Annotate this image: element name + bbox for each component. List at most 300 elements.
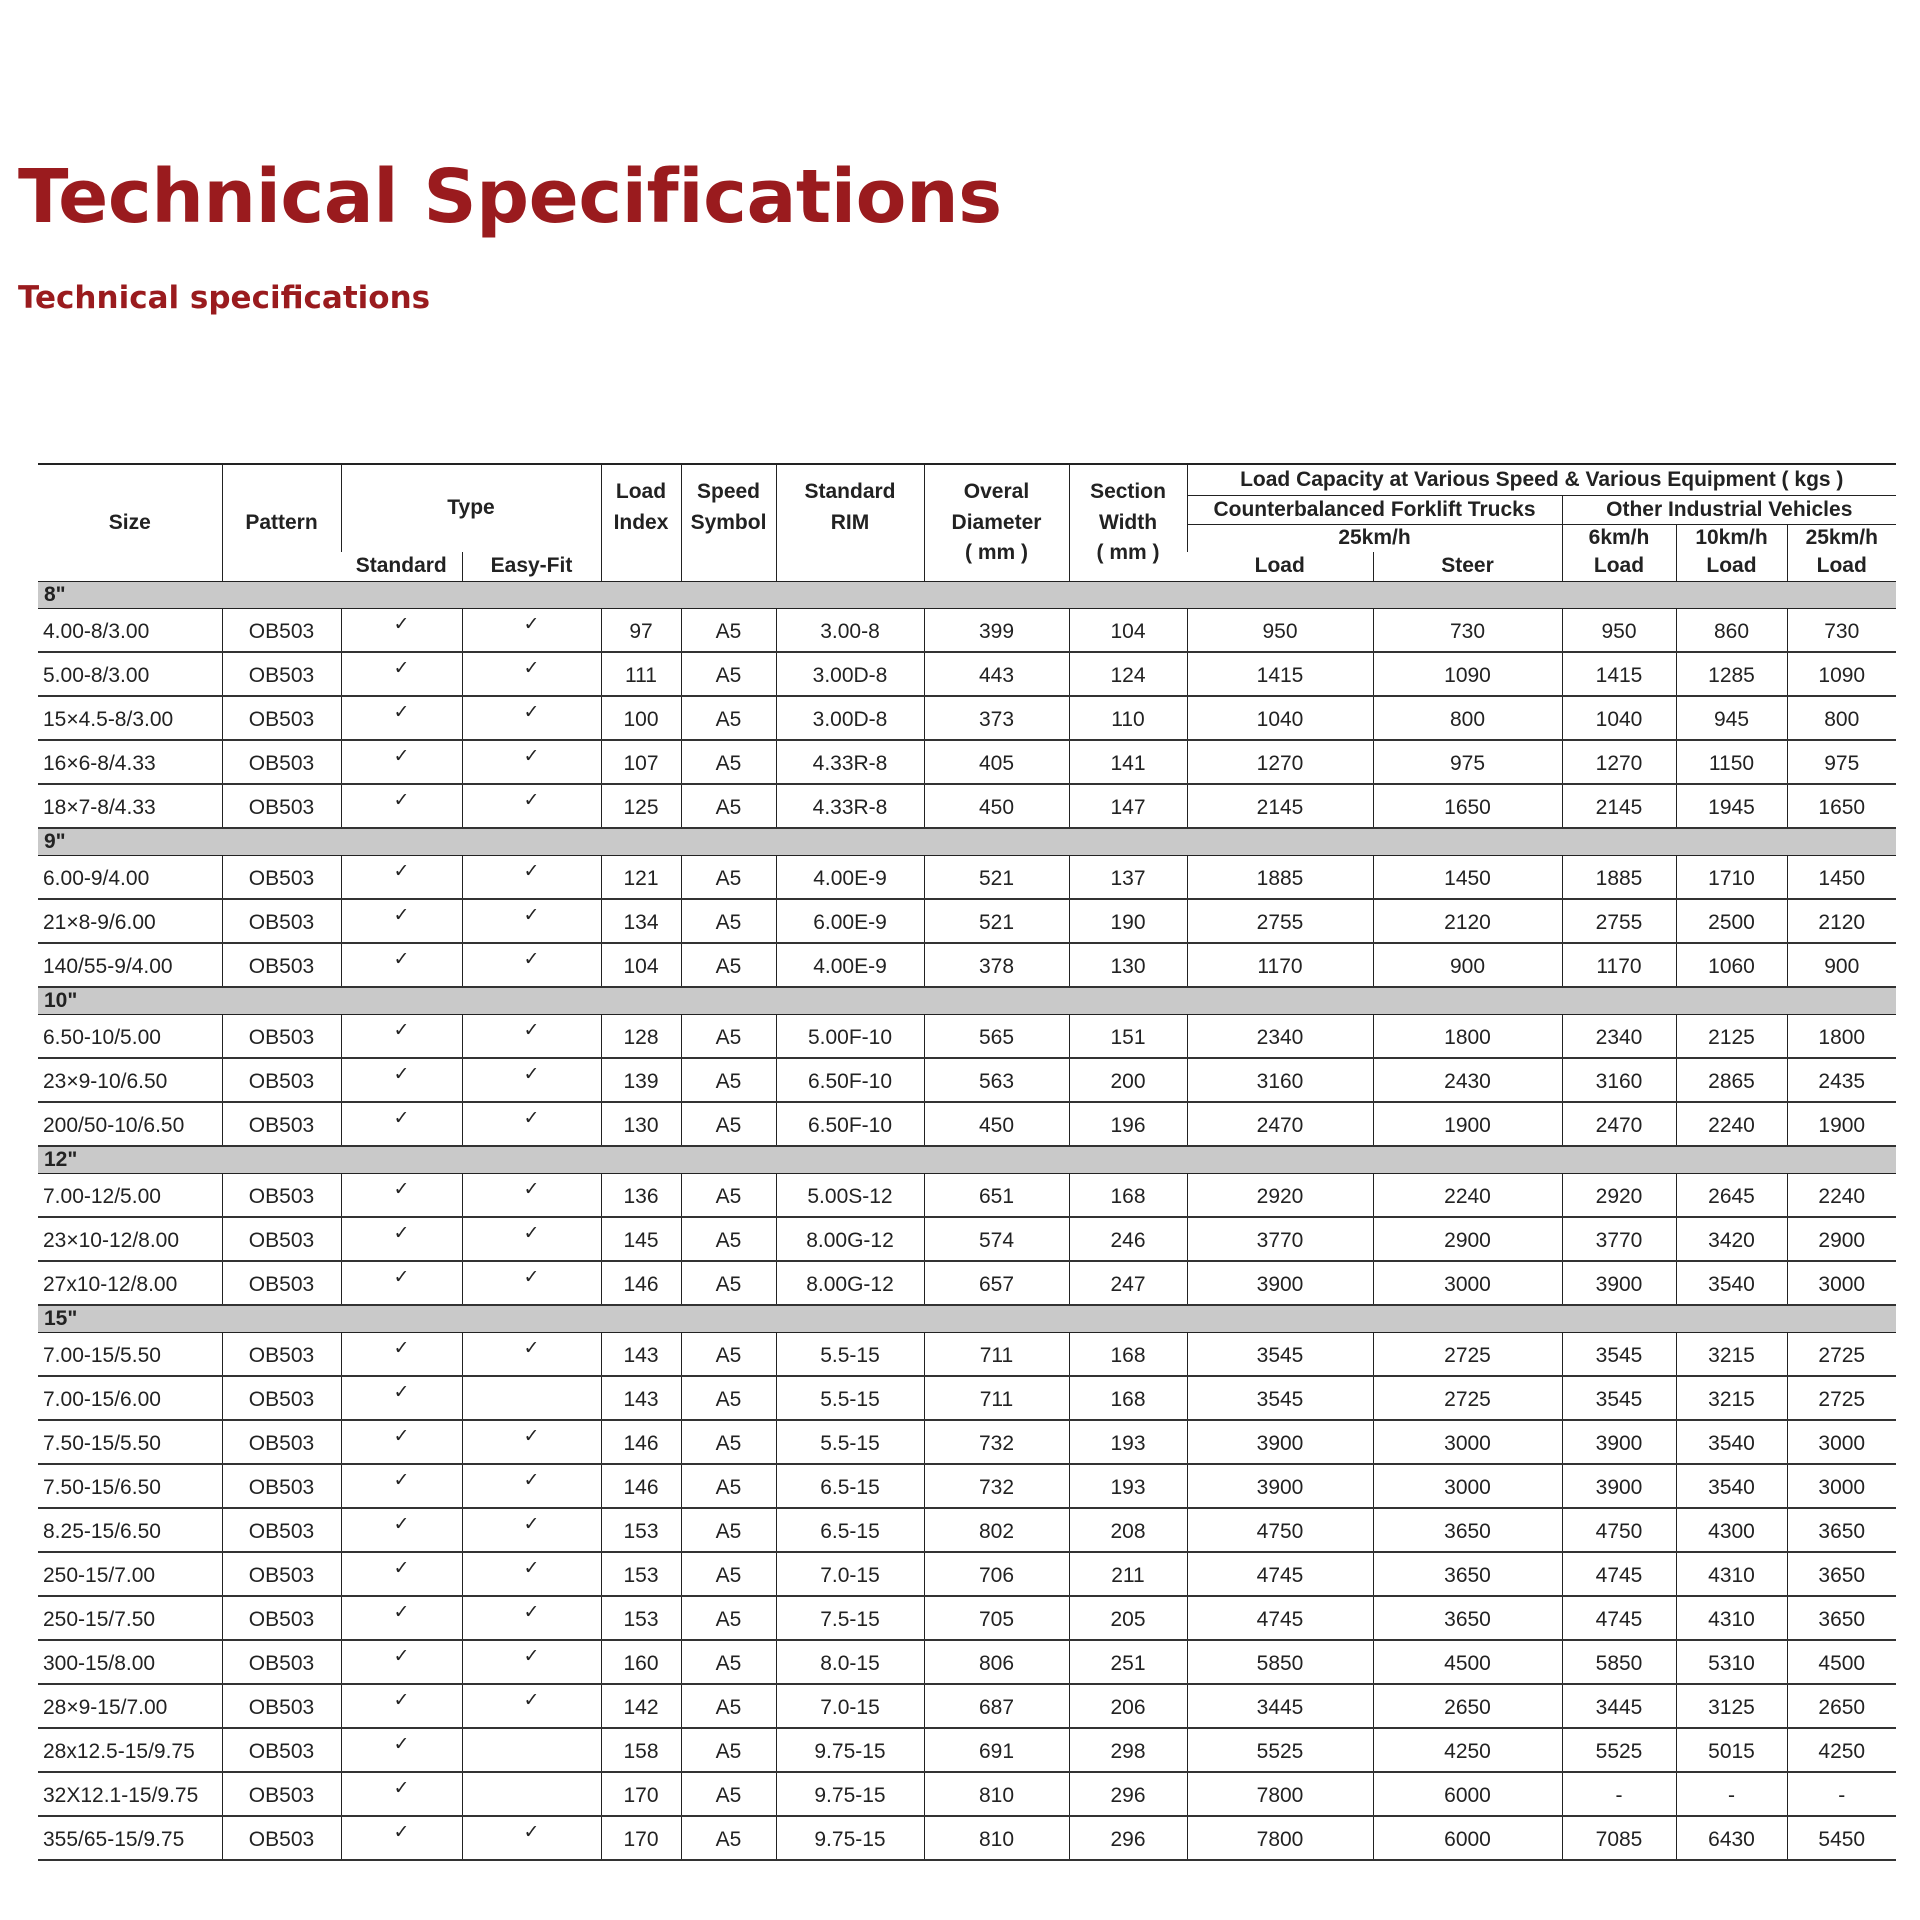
cell-overal-diameter: 373 — [924, 696, 1069, 740]
cell-ov-load-10: 1710 — [1676, 856, 1787, 900]
cell-ov-load-25: 1090 — [1787, 652, 1896, 696]
cell-ov-load-10: 4300 — [1676, 1508, 1787, 1552]
cell-ov-load-6: 2340 — [1562, 1015, 1676, 1059]
cell-type-standard: ✓ — [341, 1217, 462, 1261]
cell-standard-rim: 7.0-15 — [776, 1684, 924, 1728]
cell-cb-steer: 1650 — [1373, 784, 1562, 828]
cell-standard-rim: 7.0-15 — [776, 1552, 924, 1596]
group-label: 12" — [38, 1146, 1896, 1174]
cell-cb-steer: 730 — [1373, 609, 1562, 653]
cell-standard-rim: 7.5-15 — [776, 1596, 924, 1640]
cell-type-easyfit: ✓ — [462, 1333, 601, 1377]
cell-size: 140/55-9/4.00 — [38, 943, 222, 987]
cell-load-index: 97 — [601, 609, 681, 653]
cell-size: 16×6-8/4.33 — [38, 740, 222, 784]
cell-size: 32X12.1-15/9.75 — [38, 1772, 222, 1816]
cell-type-easyfit: ✓ — [462, 1058, 601, 1102]
cell-cb-load: 3770 — [1187, 1217, 1373, 1261]
cell-ov-load-6: 1885 — [1562, 856, 1676, 900]
header-ov-load-25: Load — [1787, 552, 1896, 582]
group-header-row — [38, 828, 1896, 856]
header-speed-25-ov: 25km/h — [1787, 525, 1896, 553]
header-overal-diameter-unit: ( mm ) — [965, 541, 1028, 565]
cell-standard-rim: 6.00E-9 — [776, 899, 924, 943]
cell-size: 300-15/8.00 — [38, 1640, 222, 1684]
cell-overal-diameter: 732 — [924, 1420, 1069, 1464]
cell-pattern: OB503 — [222, 740, 341, 784]
cell-speed-symbol: A5 — [681, 784, 776, 828]
cell-section-width: 130 — [1069, 943, 1187, 987]
cell-cb-steer: 2430 — [1373, 1058, 1562, 1102]
cell-section-width: 168 — [1069, 1333, 1187, 1377]
cell-ov-load-25: 3650 — [1787, 1508, 1896, 1552]
spec-table — [38, 463, 1896, 1861]
cell-ov-load-25: 800 — [1787, 696, 1896, 740]
cell-ov-load-6: 2145 — [1562, 784, 1676, 828]
cell-cb-load: 950 — [1187, 609, 1373, 653]
cell-section-width: 296 — [1069, 1772, 1187, 1816]
cell-ov-load-10: 2645 — [1676, 1174, 1787, 1218]
cell-ov-load-6: 1040 — [1562, 696, 1676, 740]
cell-ov-load-10: 1150 — [1676, 740, 1787, 784]
cell-overal-diameter: 657 — [924, 1261, 1069, 1305]
cell-ov-load-25: 2240 — [1787, 1174, 1896, 1218]
header-counterbalanced: Counterbalanced Forklift Trucks — [1187, 496, 1562, 525]
cell-cb-load: 5525 — [1187, 1728, 1373, 1772]
cell-speed-symbol: A5 — [681, 1420, 776, 1464]
cell-load-index: 153 — [601, 1552, 681, 1596]
cell-ov-load-25: - — [1787, 1772, 1896, 1816]
cell-cb-steer: 6000 — [1373, 1816, 1562, 1860]
cell-pattern: OB503 — [222, 899, 341, 943]
cell-cb-load: 3900 — [1187, 1420, 1373, 1464]
header-section-width-unit: ( mm ) — [1096, 541, 1160, 565]
header-speed-symbol-line2: Symbol — [690, 510, 767, 534]
cell-ov-load-25: 2120 — [1787, 899, 1896, 943]
cell-size: 28×9-15/7.00 — [38, 1684, 222, 1728]
cell-cb-steer: 2650 — [1373, 1684, 1562, 1728]
cell-speed-symbol: A5 — [681, 1217, 776, 1261]
cell-ov-load-6: 2920 — [1562, 1174, 1676, 1218]
header-overal-diameter-line2: Diameter — [951, 510, 1042, 534]
cell-ov-load-6: - — [1562, 1772, 1676, 1816]
cell-pattern: OB503 — [222, 1684, 341, 1728]
cell-size: 8.25-15/6.50 — [38, 1508, 222, 1552]
cell-ov-load-6: 4745 — [1562, 1596, 1676, 1640]
cell-ov-load-6: 3900 — [1562, 1420, 1676, 1464]
cell-load-index: 158 — [601, 1728, 681, 1772]
cell-ov-load-25: 2650 — [1787, 1684, 1896, 1728]
cell-load-index: 134 — [601, 899, 681, 943]
group-label: 9" — [38, 828, 1896, 856]
cell-ov-load-6: 3770 — [1562, 1217, 1676, 1261]
cell-cb-load: 7800 — [1187, 1816, 1373, 1860]
cell-cb-load: 3545 — [1187, 1376, 1373, 1420]
cell-ov-load-10: 6430 — [1676, 1816, 1787, 1860]
cell-section-width: 110 — [1069, 696, 1187, 740]
cell-overal-diameter: 711 — [924, 1376, 1069, 1420]
cell-size: 15×4.5-8/3.00 — [38, 696, 222, 740]
cell-size: 6.00-9/4.00 — [38, 856, 222, 900]
cell-overal-diameter: 691 — [924, 1728, 1069, 1772]
cell-size: 21×8-9/6.00 — [38, 899, 222, 943]
cell-section-width: 246 — [1069, 1217, 1187, 1261]
cell-ov-load-25: 3650 — [1787, 1596, 1896, 1640]
cell-cb-steer: 2900 — [1373, 1217, 1562, 1261]
header-speed-10: 10km/h — [1676, 525, 1787, 553]
header-load-index-line2: Index — [613, 510, 669, 534]
cell-size: 7.00-15/5.50 — [38, 1333, 222, 1377]
group-label: 15" — [38, 1305, 1896, 1333]
cell-pattern: OB503 — [222, 1552, 341, 1596]
table-row — [38, 899, 1896, 943]
cell-standard-rim: 9.75-15 — [776, 1728, 924, 1772]
cell-load-index: 139 — [601, 1058, 681, 1102]
header-section-width-line2: Width — [1098, 510, 1158, 534]
cell-type-easyfit — [462, 1772, 601, 1816]
cell-speed-symbol: A5 — [681, 899, 776, 943]
cell-cb-load: 2145 — [1187, 784, 1373, 828]
cell-load-index: 136 — [601, 1174, 681, 1218]
cell-pattern: OB503 — [222, 1728, 341, 1772]
cell-section-width: 147 — [1069, 784, 1187, 828]
cell-type-standard: ✓ — [341, 740, 462, 784]
cell-overal-diameter: 687 — [924, 1684, 1069, 1728]
cell-type-standard: ✓ — [341, 652, 462, 696]
cell-standard-rim: 3.00D-8 — [776, 696, 924, 740]
cell-standard-rim: 5.5-15 — [776, 1376, 924, 1420]
cell-type-easyfit: ✓ — [462, 740, 601, 784]
cell-overal-diameter: 450 — [924, 784, 1069, 828]
cell-ov-load-6: 5850 — [1562, 1640, 1676, 1684]
cell-type-standard: ✓ — [341, 1015, 462, 1059]
table-row — [38, 1728, 1896, 1772]
header-load-index-line1: Load — [615, 480, 667, 504]
cell-size: 28x12.5-15/9.75 — [38, 1728, 222, 1772]
cell-ov-load-25: 1450 — [1787, 856, 1896, 900]
table-row — [38, 1640, 1896, 1684]
cell-standard-rim: 3.00-8 — [776, 609, 924, 653]
cell-type-standard: ✓ — [341, 1102, 462, 1146]
cell-pattern: OB503 — [222, 1217, 341, 1261]
cell-type-easyfit: ✓ — [462, 1552, 601, 1596]
cell-ov-load-25: 2900 — [1787, 1217, 1896, 1261]
cell-speed-symbol: A5 — [681, 1102, 776, 1146]
cell-section-width: 151 — [1069, 1015, 1187, 1059]
cell-overal-diameter: 651 — [924, 1174, 1069, 1218]
cell-type-standard: ✓ — [341, 1058, 462, 1102]
cell-pattern: OB503 — [222, 784, 341, 828]
cell-load-index: 160 — [601, 1640, 681, 1684]
cell-speed-symbol: A5 — [681, 652, 776, 696]
cell-section-width: 200 — [1069, 1058, 1187, 1102]
cell-cb-steer: 1090 — [1373, 652, 1562, 696]
group-header-row — [38, 582, 1896, 609]
cell-section-width: 193 — [1069, 1420, 1187, 1464]
cell-pattern: OB503 — [222, 1640, 341, 1684]
cell-cb-load: 1415 — [1187, 652, 1373, 696]
header-size: Size — [108, 510, 151, 534]
table-body — [38, 582, 1896, 1861]
cell-speed-symbol: A5 — [681, 609, 776, 653]
cell-load-index: 107 — [601, 740, 681, 784]
cell-pattern: OB503 — [222, 609, 341, 653]
cell-pattern: OB503 — [222, 1508, 341, 1552]
cell-overal-diameter: 806 — [924, 1640, 1069, 1684]
table-row — [38, 696, 1896, 740]
cell-cb-steer: 2725 — [1373, 1333, 1562, 1377]
cell-speed-symbol: A5 — [681, 1684, 776, 1728]
cell-section-width: 190 — [1069, 899, 1187, 943]
table-row — [38, 609, 1896, 653]
cell-load-index: 170 — [601, 1772, 681, 1816]
cell-overal-diameter: 732 — [924, 1464, 1069, 1508]
cell-cb-load: 3160 — [1187, 1058, 1373, 1102]
cell-type-standard: ✓ — [341, 1816, 462, 1860]
cell-cb-load: 1170 — [1187, 943, 1373, 987]
cell-speed-symbol: A5 — [681, 1728, 776, 1772]
header-overal-diameter — [924, 464, 1069, 582]
cell-overal-diameter: 565 — [924, 1015, 1069, 1059]
cell-load-index: 143 — [601, 1376, 681, 1420]
cell-cb-steer: 2240 — [1373, 1174, 1562, 1218]
cell-type-easyfit: ✓ — [462, 1816, 601, 1860]
cell-ov-load-6: 1270 — [1562, 740, 1676, 784]
header-type-easyfit: Easy-Fit — [462, 552, 601, 582]
cell-ov-load-6: 950 — [1562, 609, 1676, 653]
cell-standard-rim: 5.00S-12 — [776, 1174, 924, 1218]
cell-type-easyfit: ✓ — [462, 1217, 601, 1261]
cell-ov-load-6: 3545 — [1562, 1376, 1676, 1420]
cell-size: 6.50-10/5.00 — [38, 1015, 222, 1059]
page-subtitle: Technical specifications — [18, 280, 431, 316]
table-row — [38, 1816, 1896, 1860]
group-label: 8" — [38, 582, 1896, 609]
cell-type-easyfit: ✓ — [462, 856, 601, 900]
cell-ov-load-25: 730 — [1787, 609, 1896, 653]
header-standard-rim-line2: RIM — [830, 510, 870, 534]
cell-ov-load-6: 1170 — [1562, 943, 1676, 987]
cell-pattern: OB503 — [222, 1772, 341, 1816]
header-cb-load: Load — [1254, 554, 1305, 578]
table-row — [38, 1333, 1896, 1377]
cell-section-width: 193 — [1069, 1464, 1187, 1508]
cell-ov-load-10: 1285 — [1676, 652, 1787, 696]
cell-ov-load-10: 3540 — [1676, 1464, 1787, 1508]
table-row — [38, 1058, 1896, 1102]
cell-section-width: 104 — [1069, 609, 1187, 653]
cell-cb-load: 1885 — [1187, 856, 1373, 900]
table-row — [38, 1596, 1896, 1640]
cell-speed-symbol: A5 — [681, 1261, 776, 1305]
cell-load-index: 111 — [601, 652, 681, 696]
cell-cb-steer: 1800 — [1373, 1015, 1562, 1059]
cell-cb-load: 7800 — [1187, 1772, 1373, 1816]
cell-cb-steer: 3650 — [1373, 1596, 1562, 1640]
cell-cb-load: 1040 — [1187, 696, 1373, 740]
cell-standard-rim: 5.00F-10 — [776, 1015, 924, 1059]
cell-ov-load-10: 3420 — [1676, 1217, 1787, 1261]
header-speed-symbol-line1: Speed — [696, 480, 761, 504]
cell-section-width: 298 — [1069, 1728, 1187, 1772]
header-speed-6: 6km/h — [1562, 525, 1676, 553]
cell-speed-symbol: A5 — [681, 1174, 776, 1218]
cell-ov-load-25: 1650 — [1787, 784, 1896, 828]
cell-speed-symbol: A5 — [681, 696, 776, 740]
cell-speed-symbol: A5 — [681, 943, 776, 987]
cell-ov-load-10: 5310 — [1676, 1640, 1787, 1684]
cell-cb-load: 1270 — [1187, 740, 1373, 784]
cell-ov-load-25: 5450 — [1787, 1816, 1896, 1860]
cell-section-width: 206 — [1069, 1684, 1187, 1728]
cell-size: 23×9-10/6.50 — [38, 1058, 222, 1102]
cell-type-standard: ✓ — [341, 784, 462, 828]
cell-standard-rim: 6.5-15 — [776, 1464, 924, 1508]
cell-load-index: 128 — [601, 1015, 681, 1059]
cell-standard-rim: 5.5-15 — [776, 1333, 924, 1377]
cell-cb-steer: 3000 — [1373, 1464, 1562, 1508]
cell-ov-load-10: 5015 — [1676, 1728, 1787, 1772]
cell-ov-load-6: 3445 — [1562, 1684, 1676, 1728]
header-speed-25-cb: 25km/h — [1187, 525, 1562, 553]
cell-ov-load-10: 3540 — [1676, 1261, 1787, 1305]
cell-ov-load-25: 2435 — [1787, 1058, 1896, 1102]
cell-cb-steer: 6000 — [1373, 1772, 1562, 1816]
cell-load-index: 121 — [601, 856, 681, 900]
cell-overal-diameter: 810 — [924, 1772, 1069, 1816]
cell-overal-diameter: 399 — [924, 609, 1069, 653]
cell-pattern: OB503 — [222, 856, 341, 900]
cell-ov-load-6: 5525 — [1562, 1728, 1676, 1772]
cell-type-standard: ✓ — [341, 696, 462, 740]
cell-section-width: 211 — [1069, 1552, 1187, 1596]
cell-load-index: 100 — [601, 696, 681, 740]
cell-type-standard: ✓ — [341, 1684, 462, 1728]
cell-ov-load-6: 4745 — [1562, 1552, 1676, 1596]
header-load-index — [601, 464, 681, 582]
cell-cb-load: 2340 — [1187, 1015, 1373, 1059]
cell-speed-symbol: A5 — [681, 1552, 776, 1596]
cell-speed-symbol: A5 — [681, 1508, 776, 1552]
cell-ov-load-25: 900 — [1787, 943, 1896, 987]
cell-standard-rim: 4.00E-9 — [776, 943, 924, 987]
cell-load-index: 142 — [601, 1684, 681, 1728]
cell-load-index: 146 — [601, 1464, 681, 1508]
cell-overal-diameter: 521 — [924, 856, 1069, 900]
header-standard-rim — [776, 464, 924, 582]
table-row — [38, 1261, 1896, 1305]
cell-load-index: 153 — [601, 1596, 681, 1640]
table-row — [38, 740, 1896, 784]
table-row — [38, 784, 1896, 828]
cell-cb-load: 3900 — [1187, 1464, 1373, 1508]
cell-load-index: 130 — [601, 1102, 681, 1146]
cell-ov-load-10: 3540 — [1676, 1420, 1787, 1464]
table-row — [38, 1015, 1896, 1059]
cell-pattern: OB503 — [222, 652, 341, 696]
group-header-row — [38, 987, 1896, 1015]
cell-cb-load: 2470 — [1187, 1102, 1373, 1146]
cell-standard-rim: 8.00G-12 — [776, 1261, 924, 1305]
cell-load-index: 146 — [601, 1261, 681, 1305]
cell-pattern: OB503 — [222, 943, 341, 987]
cell-type-standard: ✓ — [341, 1464, 462, 1508]
cell-type-easyfit: ✓ — [462, 1464, 601, 1508]
cell-cb-load: 3545 — [1187, 1333, 1373, 1377]
cell-standard-rim: 4.33R-8 — [776, 784, 924, 828]
cell-type-standard: ✓ — [341, 1728, 462, 1772]
cell-pattern: OB503 — [222, 1058, 341, 1102]
cell-overal-diameter: 405 — [924, 740, 1069, 784]
cell-ov-load-10: 2865 — [1676, 1058, 1787, 1102]
cell-ov-load-10: 1945 — [1676, 784, 1787, 828]
cell-ov-load-10: 3215 — [1676, 1333, 1787, 1377]
cell-type-easyfit: ✓ — [462, 609, 601, 653]
cell-cb-load: 2755 — [1187, 899, 1373, 943]
cell-overal-diameter: 705 — [924, 1596, 1069, 1640]
cell-type-standard: ✓ — [341, 1508, 462, 1552]
cell-standard-rim: 3.00D-8 — [776, 652, 924, 696]
cell-cb-steer: 2725 — [1373, 1376, 1562, 1420]
cell-type-standard: ✓ — [341, 943, 462, 987]
cell-standard-rim: 4.33R-8 — [776, 740, 924, 784]
cell-standard-rim: 6.50F-10 — [776, 1058, 924, 1102]
table-header — [38, 464, 1896, 582]
cell-pattern: OB503 — [222, 1376, 341, 1420]
cell-ov-load-25: 4250 — [1787, 1728, 1896, 1772]
cell-standard-rim: 8.00G-12 — [776, 1217, 924, 1261]
page-title: Technical Specifications — [18, 154, 1002, 240]
header-standard-rim-line1: Standard — [804, 480, 896, 504]
cell-speed-symbol: A5 — [681, 1816, 776, 1860]
cell-overal-diameter: 574 — [924, 1217, 1069, 1261]
cell-ov-load-25: 3000 — [1787, 1420, 1896, 1464]
header-overal-diameter-line1: Overal — [963, 480, 1030, 504]
cell-size: 250-15/7.50 — [38, 1596, 222, 1640]
cell-cb-steer: 3650 — [1373, 1508, 1562, 1552]
cell-load-index: 143 — [601, 1333, 681, 1377]
cell-speed-symbol: A5 — [681, 1376, 776, 1420]
cell-cb-load: 3900 — [1187, 1261, 1373, 1305]
table-row — [38, 1508, 1896, 1552]
cell-ov-load-10: 3125 — [1676, 1684, 1787, 1728]
table-row — [38, 856, 1896, 900]
header-load-capacity: Load Capacity at Various Speed & Various Equipment ( kgs ) — [1187, 464, 1896, 496]
header-type-standard: Standard — [355, 554, 447, 578]
cell-ov-load-10: 4310 — [1676, 1552, 1787, 1596]
cell-type-standard: ✓ — [341, 1376, 462, 1420]
cell-speed-symbol: A5 — [681, 1058, 776, 1102]
cell-overal-diameter: 443 — [924, 652, 1069, 696]
cell-overal-diameter: 563 — [924, 1058, 1069, 1102]
cell-type-standard: ✓ — [341, 1640, 462, 1684]
cell-cb-load: 3445 — [1187, 1684, 1373, 1728]
cell-load-index: 146 — [601, 1420, 681, 1464]
cell-cb-load: 5850 — [1187, 1640, 1373, 1684]
cell-ov-load-10: 860 — [1676, 609, 1787, 653]
group-label: 10" — [38, 987, 1896, 1015]
cell-size: 7.00-15/6.00 — [38, 1376, 222, 1420]
cell-size: 27x10-12/8.00 — [38, 1261, 222, 1305]
cell-ov-load-25: 2725 — [1787, 1333, 1896, 1377]
cell-type-standard: ✓ — [341, 1596, 462, 1640]
cell-standard-rim: 6.50F-10 — [776, 1102, 924, 1146]
header-speed-symbol — [681, 464, 776, 582]
cell-pattern: OB503 — [222, 1420, 341, 1464]
cell-standard-rim: 9.75-15 — [776, 1816, 924, 1860]
cell-overal-diameter: 810 — [924, 1816, 1069, 1860]
header-type: Type — [341, 464, 601, 552]
